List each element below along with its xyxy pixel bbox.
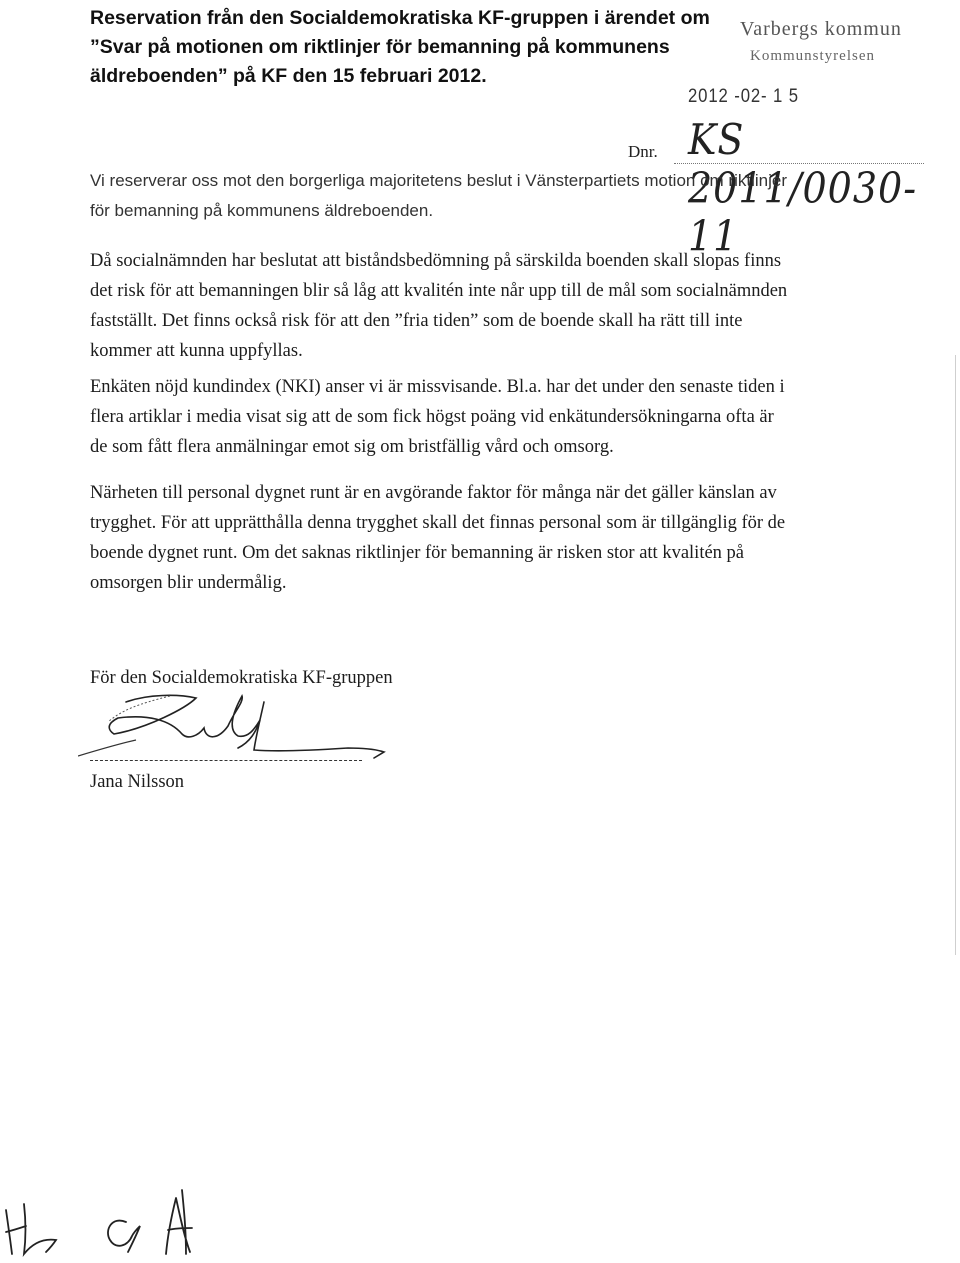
paragraph-line: Då socialnämnden har beslutat att biståndsbedömning på särskilda boenden skall slopas finns xyxy=(90,251,782,271)
stamp-department: Kommunstyrelsen xyxy=(750,48,875,64)
paragraph-line: boende dygnet runt. Om det saknas riktlinjer för bemanning är risken stor att kvalitén på xyxy=(90,543,745,563)
stamp-organization: Varbergs kommun xyxy=(740,18,902,40)
paragraph-line: trygghet. För att upprätthålla denna trygghet skall det finnas personal som är tillgänglig för de xyxy=(90,513,786,533)
stamp-dotted-line xyxy=(674,163,924,164)
handwritten-signature xyxy=(78,690,418,760)
heading-line: ”Svar på motionen om riktlinjer för bemanning på kommunens xyxy=(90,36,670,58)
stamp-dnr-number: KS 2011/0030-11 xyxy=(688,115,918,261)
paragraph-line: flera artiklar i media visat sig att de som fick högst poäng vid enkätundersökningarna ofta är xyxy=(90,407,774,427)
paragraph-line: fastställt. Det finns också risk för att den ”fria tiden” som de boende skall ha rätt till inte xyxy=(90,311,743,331)
stamp-date: 2012 -02- 1 5 xyxy=(688,86,799,107)
signature-line xyxy=(90,760,362,761)
paragraph-nki xyxy=(90,372,850,462)
paragraph-line: Vi reserverar oss mot den borgerliga majoritetens beslut i Vänsterpartiets motion om riktlinjer xyxy=(90,171,787,190)
stamp-dnr-label: Dnr. xyxy=(628,142,658,161)
paragraph-reservation xyxy=(90,166,850,226)
paragraph-trygghet xyxy=(90,478,850,598)
heading-line: Reservation från den Socialdemokratiska KF-gruppen i ärendet om xyxy=(90,7,710,29)
paragraph-line: de som fått flera anmälningar emot sig om bristfällig vård och omsorg. xyxy=(90,437,614,457)
paragraph-line: omsorgen blir undermålig. xyxy=(90,573,287,593)
paragraph-line: det risk för att bemanningen blir så låg att kvalitén inte når upp till de mål som socialnämnden xyxy=(90,281,788,301)
document-heading xyxy=(90,4,770,91)
closing-line: För den Socialdemokratiska KF-gruppen xyxy=(90,668,393,688)
handwritten-initials xyxy=(0,1180,220,1260)
scan-edge-line xyxy=(955,355,956,955)
paragraph-line: Enkäten nöjd kundindex (NKI) anser vi är missvisande. Bl.a. har det under den senaste tiden i xyxy=(90,377,785,397)
paragraph-line: Närheten till personal dygnet runt är en avgörande faktor för många när det gäller känslan av xyxy=(90,483,777,503)
registration-stamp xyxy=(628,10,930,261)
signer-name: Jana Nilsson xyxy=(90,772,185,792)
paragraph-line: kommer att kunna uppfyllas. xyxy=(90,341,303,361)
heading-line: äldreboenden” på KF den 15 februari 2012. xyxy=(90,65,487,87)
paragraph-socialnamnden xyxy=(90,246,850,366)
paragraph-line: för bemanning på kommunens äldreboenden. xyxy=(90,201,434,220)
